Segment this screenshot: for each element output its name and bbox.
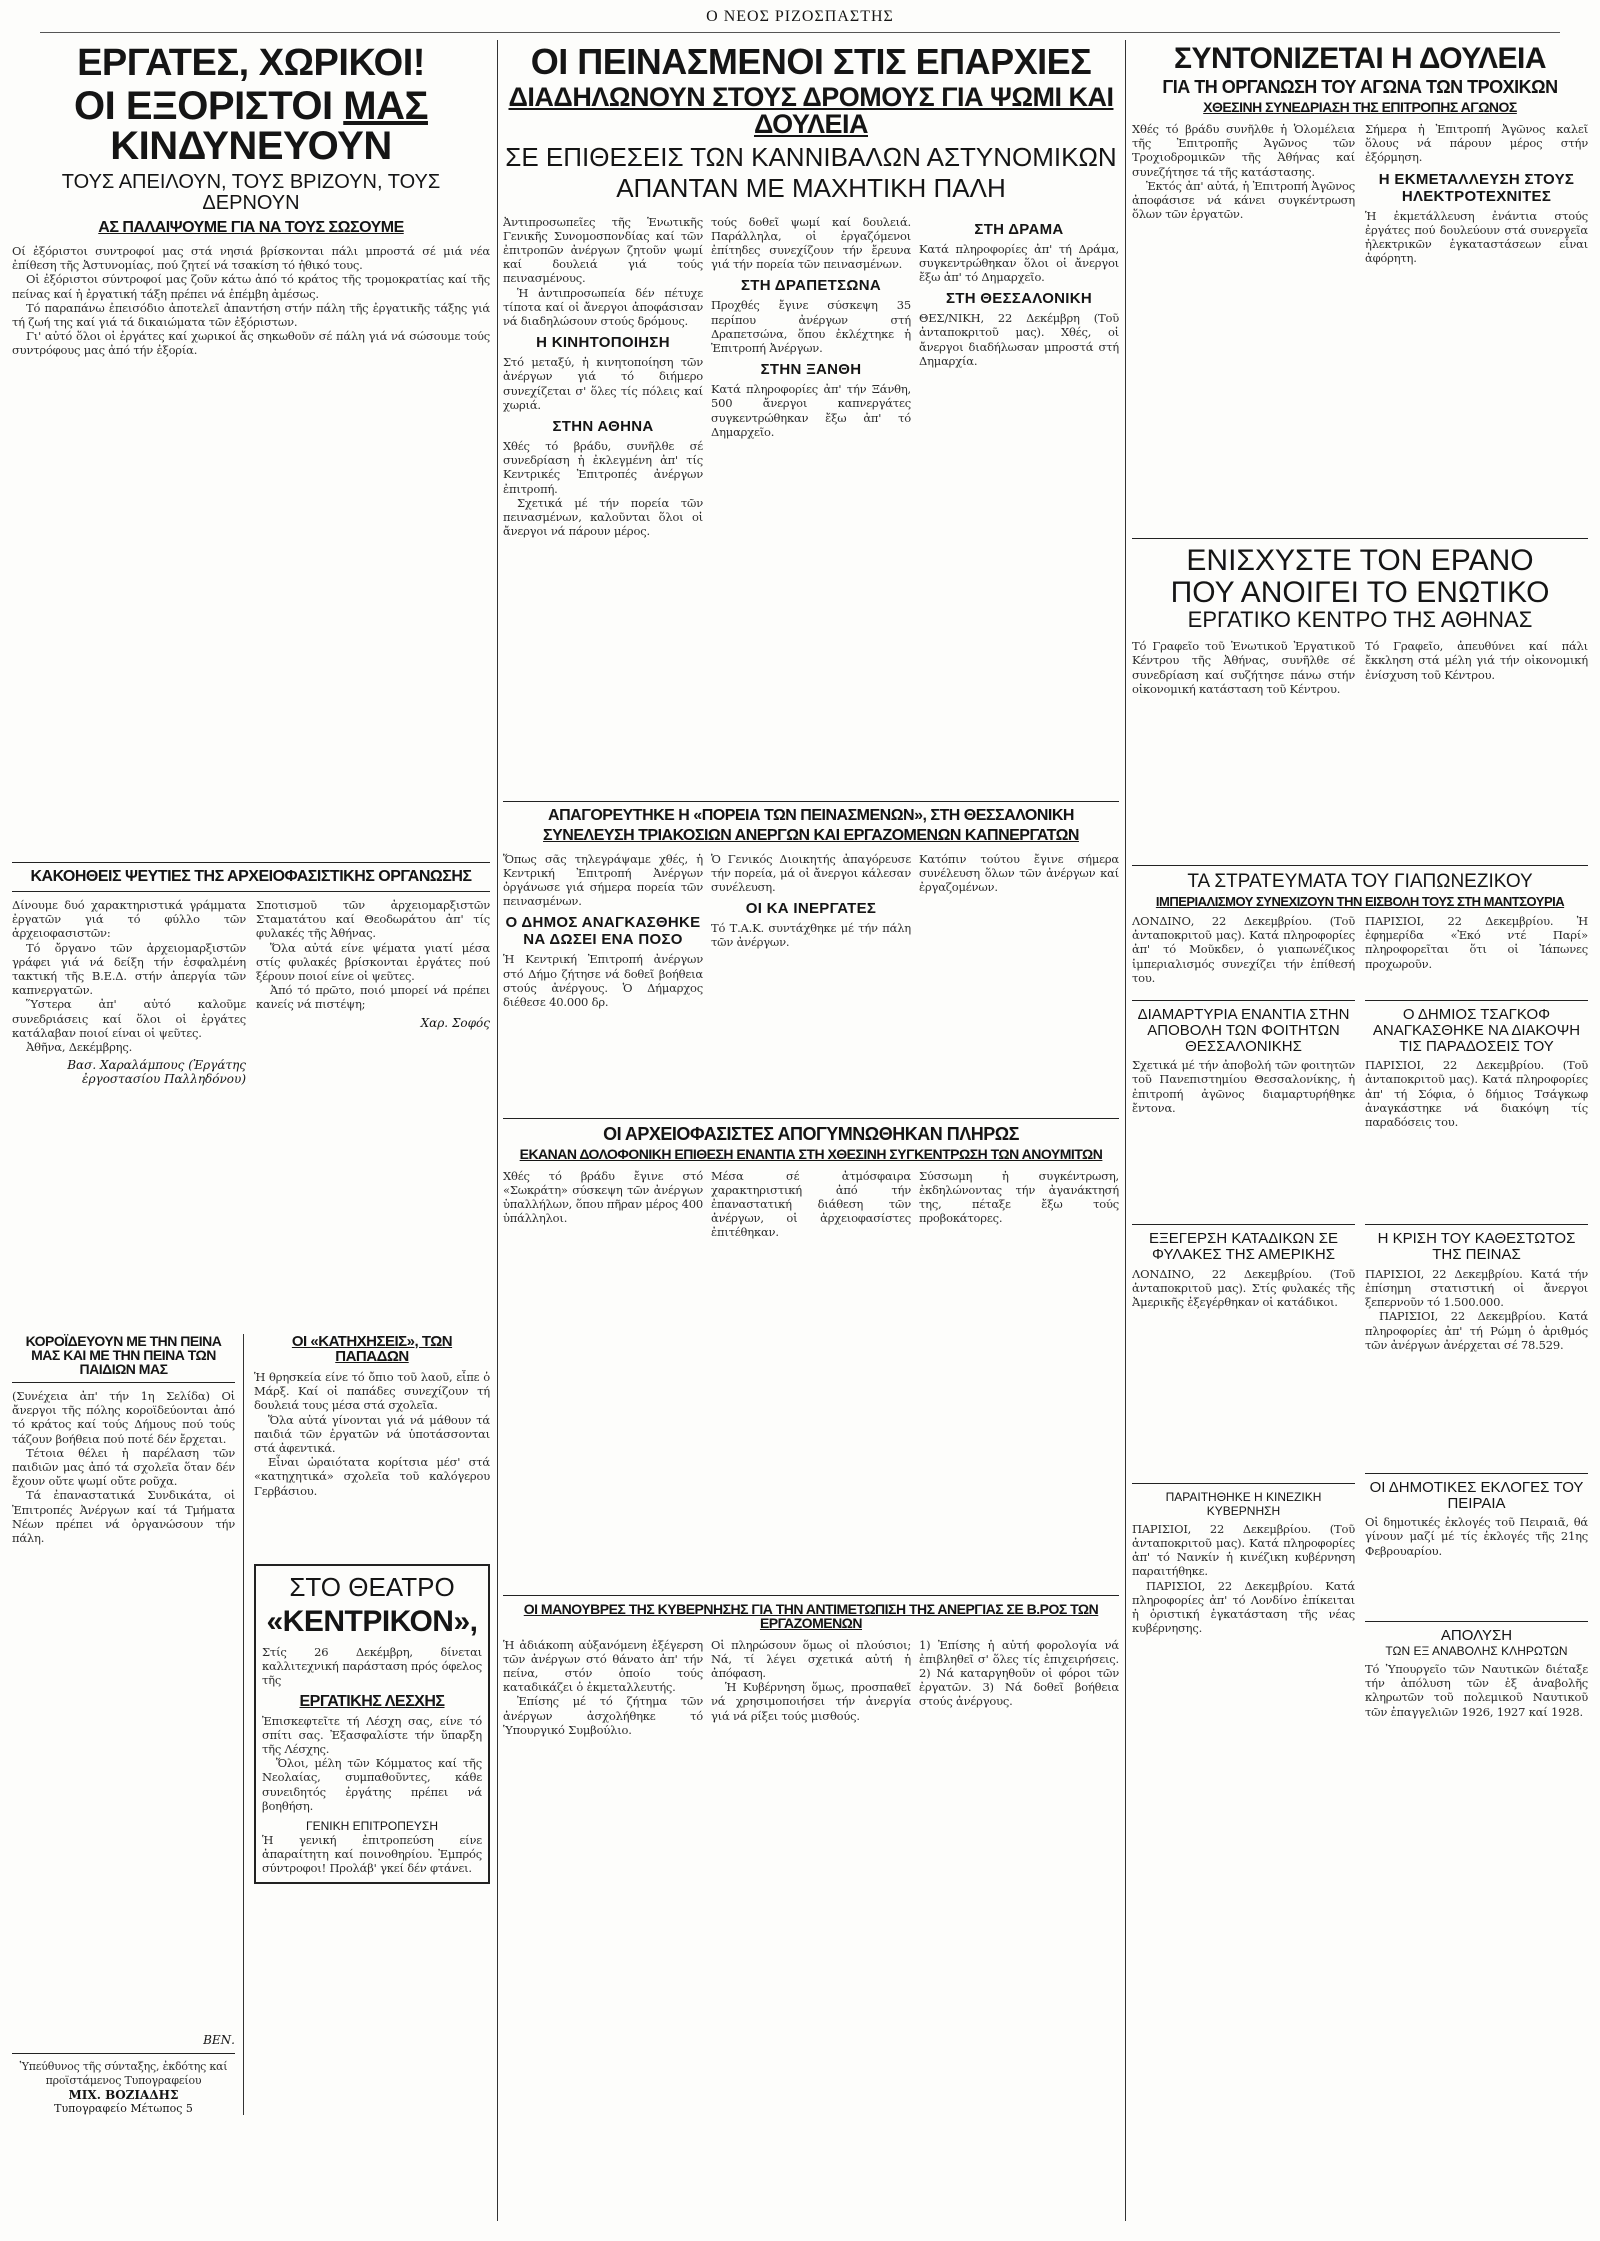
article-japan [1132, 914, 1588, 1842]
article-hungry [503, 215, 1119, 795]
section-drapetsona: ΣΤΗ ΔΡΑΠΕΤΣΩΝΑ [740, 277, 881, 295]
article-paragraph: τούς δοθεῖ ψωμί καί δουλειά. Παράλληλα, οἱ ἐργαζόμενοι ἐπίτηδες συνεχίζουν τήν ἔρευνα γιά τήν πορεία τῶν πεινασμένων. [711, 214, 911, 272]
section-mobilization: Η ΚΙΝΗΤΟΠΟΙΗΣΗ [536, 334, 670, 352]
divider [1132, 1224, 1355, 1225]
column-rule-2 [1125, 40, 1126, 2221]
maneuvers-col-c [919, 1638, 1119, 2118]
article-paragraph: ΠΑΡΙΣΙΟΙ, 22 Δεκεμβρίου. Κατά πληροφορίες ἀπ' τό Λονδίνο ἐπίκειται ἡ ὁριστική ἐγκατάσταση τῆς νέας κυβέρνησης. [1132, 1578, 1355, 1636]
section-drama: ΣΤΗ ΔΡΑΜΑ [974, 220, 1064, 238]
article-paragraph: Ἡ ἀδιάκοπη αὐξανόμενη ἐξέγερση τῶν ἀνέργων στό θάνατο ἀπ' τήν πείνα, στόν ὁποίο τούς καταδικάζει ὁ ἐκμεταλλευτής. [503, 1637, 703, 1695]
crisis-body [1365, 1267, 1588, 1467]
article-paragraph: Ἡ Κεντρική Ἐπιτροπή ἀνέργων στό Δήμο ζήτησε νά δοθεῖ βοήθεια στούς ἀνέργους. Ὁ Δήμαρχος διέθεσε 40.000 δρ. [503, 952, 703, 1010]
article-paragraph: Χθές τό βράδυ, συνῆλθε σέ συνεδρίαση ἡ ἐκλεγμένη ἀπ' τίς Κεντρικές Ἐπιτροπές ἀνέργων ἐπιτροπή. [503, 439, 703, 496]
article-paragraph: Ἡ θρησκεία είνε τό ὄπιο τοῦ λαοῦ, εἶπε ὁ Μάρξ. Καί οἱ παπάδες συνεχίζουν τή δουλειά τους μέσα στά σχολεῖα. [254, 1370, 490, 1413]
article-lies-col-b [256, 898, 490, 1328]
column-left [12, 36, 490, 2115]
article-mockery [12, 1334, 244, 2115]
article-paragraph: Δίνουμε δυό χαρακτηριστικά γράμματα ἐργατῶν γιά τό φύλλο τῶν ἀρχειοφασιστῶν: [12, 898, 246, 941]
theatre-name: «ΚΕΝΤΡΙΚΟΝ», [266, 1605, 478, 1638]
divider [1132, 1000, 1355, 1001]
japan-col-b [1365, 914, 1588, 1842]
article-paragraph: ΠΑΡΙΣΙΟΙ, 22 Δεκεμβρίου. Κατά τήν ἐπίσημη στατιστική οἱ ἄνεργοι ξεπερνοῦν τό 1.500.000. [1365, 1266, 1588, 1310]
divider [12, 2053, 235, 2054]
article-paragraph: Ἀπό τό πρῶτο, ποιό μπορεί νά πρέπει κανείς νά πιστέψη; [256, 983, 490, 1012]
column-right [1132, 36, 1588, 1842]
article-paragraph: Ὅλοι, μέλη τῶν Κόμματος καί τῆς Νεολαίας, συμπαθοῦντες, κάθε συνειδητός ἐργάτης πρέπει νά βοηθήση. [262, 1756, 482, 1813]
march-col-b [711, 852, 911, 1112]
divider [1365, 1473, 1588, 1474]
elections-body [1365, 1515, 1588, 1615]
sermons-body [254, 1370, 490, 1556]
article-paragraph: Ὕστερα ἀπ' αὐτό καλοῦμε συνεδριάσεις καί ὅλοι οἱ ἐργάτες κατάλαβαν ποιοί είναι οἱ ψεῦτες. [12, 997, 246, 1040]
headline-fund: ΕΝΙΣΧΥΣΤΕ ΤΟΝ ΕΡΑΝΟ [1186, 544, 1534, 577]
headline-workers: ΕΡΓΑΤΕΣ, ΧΩΡΙΚΟΙ! [77, 42, 425, 84]
article-paragraph: Στό μεταξύ, ἡ κινητοποίηση τῶν ἀνέργων γιά τό διήμερο συνεχίζεται σ' ὅλες τίς πόλεις καί χωριά. [503, 355, 703, 412]
column-middle [503, 36, 1119, 2118]
headline-elections: ΟΙ ΔΗΜΟΤΙΚΕΣ ΕΚΛΟΓΕΣ ΤΟΥ ΠΕΙΡΑΙΑ [1369, 1478, 1584, 1512]
imprint-press: Τυπογραφείο Μέτωπος 5 [54, 2102, 193, 2116]
headline-save: ΑΣ ΠΑΛΑΙΨΟΥΜΕ ΓΙΑ ΝΑ ΤΟΥΣ ΣΩΣΟΥΜΕ [98, 219, 404, 236]
maneuvers-col-a [503, 1638, 703, 2118]
article-paragraph: Τό ὄργανο τῶν ἀρχειομαρξιστῶν γράφει γιά νά δείξη τήν ἐσφαλμένη τακτική τῆς Β.Ε.Δ. στήν ἀπεργία τῶν καπνεργατῶν. [12, 940, 246, 998]
theatre-text: Στίς 26 Δεκέμβρη, δίνεται καλλιτεχνική παράσταση πρός όφελος τῆς [262, 1645, 482, 1688]
signature: Βασ. Χαραλάμπους (Ἐργάτης ἐργοστασίου Παλληδόνου) [67, 1058, 246, 1087]
article-maneuvers [503, 1638, 1119, 2118]
headline-japan-sub: ΙΜΠΕΡΙΑΛΙΣΜΟΥ ΣΥΝΕΧΙΖΟΥΝ ΤΗΝ ΕΙΣΒΟΛΗ ΤΟΥΣ ΣΤΗ ΜΑΝΤΣΟΥΡΙΑ [1155, 894, 1565, 910]
article-paragraph: Ἡ ἐκμετάλλευση ἐνάντια στούς ἐργάτες πού δουλεύουν στά συνεργεῖα ἠλεκτρικῶν ἐγκαταστάσεων εἶναι ἀφόρητη. [1365, 208, 1588, 266]
headline-sermons: ΟΙ «ΚΑΤΗΧΗΣΕΙΣ», ΤΩΝ ΠΑΠΑΔΩΝ [291, 1333, 453, 1365]
archeo-col-b [711, 1169, 911, 1589]
article-paragraph: Τό παραπάνω ἐπεισόδιο ἀποτελεῖ ἀπαντήση στήν πάλη τῆς ἐργατικῆς τάξης γιά τή ζωή της καί γιά τά δικαιώματα τῶν ἐξόριστων. [12, 300, 490, 330]
column-rule-1 [497, 40, 498, 2221]
article-paragraph: Ἐκτός ἀπ' αὐτά, ἡ Ἐπιτροπή Ἀγῶνος ἀποφάσισε νά κάνει συγκέντρωση ὅλων τῶν ἐργατῶν. [1132, 178, 1355, 222]
divider [1132, 1483, 1355, 1484]
article-march [503, 852, 1119, 1112]
masthead-title: Ο ΝΕΟΣ ΡΙΖΟΣΠΑΣΤΗΣ [706, 8, 894, 25]
signature: Χαρ. Σοφός [420, 1015, 490, 1030]
article-paragraph: Οί ἐξόριστοι συντροφοί μας στά νησιά βρίσκονται πάλι μπροστά σέ μιά νέα ἐπίθεση τῆς Ἀστυνομίας, πού ζητεί νά τσακίση τό ἠθικό τους. [12, 244, 490, 273]
section-thessaloniki: ΣΤΗ ΘΕΣΣΑΛΟΝΙΚΗ [945, 290, 1093, 308]
commission-text: Ἡ γενική ἐπιτροπεύση είνε ἀπαραίτητη καί ποινοθηρίου. Ἐμπρός σύντροφοι! Προλάβ' γκεί δέν φτάνει. [262, 1833, 482, 1876]
headline-maneuvers: ΟΙ ΜΑΝΟΥΒΡΕΣ ΤΗΣ ΚΥΒΕΡΝΗΣΗΣ ΓΙΑ ΤΗΝ ΑΝΤΙΜΕΤΩΠΙΣΗ ΤΗΣ ΑΝΕΡΓΙΑΣ ΣΕ Β.ΡΟΣ ΤΩΝ ΕΡΓΑΖΟΜΕΝΩΝ [523, 1600, 1099, 1631]
headline-tsankov: Ο ΔΗΜΙΟΣ ΤΣΑΓΚΟΦ ΑΝΑΓΚΑΣΘΗΚΕ ΝΑ ΔΙΑΚΟΨΗ ΤΙΣ ΠΑΡΑΔΟΣΕΙΣ ΤΟΥ [1372, 1006, 1581, 1055]
divider [1365, 1224, 1588, 1225]
commission-label: ΓΕΝΙΚΗ ΕΠΙΤΡΟΠΕΥΣΗ [305, 1819, 439, 1834]
article-paragraph: ΠΑΡΙΣΙΟΙ, 22 Δεκεμβρίου. (Τοῦ ἀνταποκριτοῦ μας). Κατά πληροφορίες ἀπ' τή Σόφια, ὁ δήμιος Τσάγκωφ ἀναγκάστηκε νά διακόψη τίς παραδόσεις του. [1365, 1058, 1588, 1130]
headline-lies: ΚΑΚΟΗΘΕΙΣ ΨΕΥΤΙΕΣ ΤΗΣ ΑΡΧΕΙΟΦΑΣΙΣΤΙΚΗΣ ΟΡΓΑΝΩΣΗΣ [30, 868, 472, 885]
divider [12, 891, 490, 892]
headline-release: ΑΠΟΛΥΣΗ [1440, 1627, 1513, 1645]
headline-exiles [12, 86, 490, 166]
imprint-editor: ΜΙΧ. ΒΟΖΙΑΔΗΣ [68, 2088, 179, 2103]
article-paragraph: Ὅπως σᾶς τηλεγράψαμε χθές, ἡ Κεντρική Ἐπιτροπή Ἀνέργων ὀργάνωσε γιά σήμερα πορεία τῶν πεινασμένων. [503, 851, 703, 909]
article-archeo [503, 1169, 1119, 1589]
article-mockery-body [12, 1389, 235, 2029]
hungry-col-a [503, 215, 703, 795]
headline-japan: ΤΑ ΣΤΡΑΤΕΥΜΑΤΑ ΤΟΥ ΓΙΑΠΩΝΕΖΙΚΟΥ [1187, 871, 1533, 893]
divider [12, 862, 490, 863]
article-paragraph: Σχετικά μέ τήν ἀποβολή τῶν φοιτητῶν τοῦ Πανεπιστημίου Θεσσαλονίκης, ἡ ἐπιτροπή ἀγῶνος διαμαρτυρήθηκε ἔντονα. [1132, 1058, 1355, 1115]
hungry-col-c [919, 215, 1119, 795]
headline-mockery: ΚΟΡΟΪΔΕΥΟΥΝ ΜΕ ΤΗΝ ΠΕΙΝΑ ΜΑΣ ΚΑΙ ΜΕ ΤΗΝ ΠΕΙΝΑ ΤΩΝ ΠΑΙΔΙΩΝ ΜΑΣ [25, 1333, 222, 1377]
march-col-a [503, 852, 703, 1112]
lower-split [12, 1334, 490, 2115]
divider [503, 1595, 1119, 1596]
headline-archeo: ΟΙ ΑΡΧΕΙΟΦΑΣΙΣΤΕΣ ΑΠΟΓΥΜΝΩΘΗΚΑΝ ΠΛΗΡΩΣ [603, 1123, 1019, 1144]
uprising-body [1132, 1267, 1355, 1477]
headline-threats: ΤΟΥΣ ΑΠΕΙΛΟΥΝ, ΤΟΥΣ ΒΡΙΖΟΥΝ, ΤΟΥΣ ΔΕΡΝΟΥΝ [61, 171, 441, 214]
section-xanthi: ΣΤΗΝ ΞΑΝΘΗ [760, 361, 862, 379]
article-paragraph: Ἡ Κυβέρνηση ὅμως, προσπαθεῖ νά χρησιμοποιήσει τήν ἀνεργία γιά νά ρίξει τούς μισθούς. [711, 1680, 911, 1723]
fund-col-b [1365, 639, 1588, 859]
fund-col-a [1132, 639, 1355, 859]
headline-struggle: ΑΠΑΝΤΑΝ ΜΕ ΜΑΧΗΤΙΚΗ ΠΑΛΗ [616, 173, 1006, 204]
archeo-col-c [919, 1169, 1119, 1589]
coordination-col-a [1132, 122, 1355, 532]
article-paragraph: Γι' αὐτό ὅλοι οἱ ἐργάτες καί χωρικοί ἄς σηκωθοῦν σέ πάλη γιά νά σώσουμε τούς συντρόφους μας ἀπό τήν ἐξορία. [12, 329, 490, 358]
article-paragraph: Σήμερα ἡ Ἐπιτροπή Ἀγῶνος καλεῖ ὅλους νά πάρουν μέρος στήν ἐξόρμηση. [1365, 122, 1588, 165]
article-paragraph: Κατόπιν τούτου ἔγινε σήμερα συνέλευση ὅλων τῶν ἀνέργων καί ἐργαζομένων. [919, 851, 1119, 894]
japan-col-a [1132, 914, 1355, 1842]
headline-coordination: ΣΥΝΤΟΝΙΖΕΤΑΙ Η ΔΟΥΛΕΙΑ [1173, 42, 1546, 75]
article-paragraph: (Συνέχεια ἀπ' τήν 1η Σελίδα) Οἱ ἄνεργοι τῆς πόλης κοροϊδεύονται ἀπό τό κράτος καί τούς Δήμους πού τούς τάζουν βοήθεια πού ποτέ δέν ἔρχεται. [12, 1389, 235, 1446]
article-paragraph: Κατά πληροφορίες ἀπ' τή Δράμα, συγκεντρώθηκαν ὅλοι οἱ ἄνεργοι ἔξω ἀπ' τό Δημαρχεῖο. [919, 241, 1119, 284]
article-paragraph: Ὅλα αὐτά γίνονται γιά νά μάθουν τά παιδιά τῶν ἐργατῶν νά ὑποτάσσονται στά ἀφεντικά. [254, 1412, 490, 1456]
article-paragraph: Τό Γραφεῖο, ἀπευθύνει καί πάλι ἔκκληση στά μέλη γιά τήν οἰκονομική ἐνίσχυση τοῦ Κέντρου. [1365, 639, 1588, 682]
theatre-label: ΣΤΟ ΘΕΑΤΡΟ [289, 1572, 455, 1602]
article-paragraph: Οἱ δημοτικές ἐκλογές τοῦ Πειραιᾶ, θά γίνουν μαζί μέ τίς ἐκλογές τῆς 21ης Φεβρουαρίου. [1365, 1515, 1588, 1558]
article-paragraph: ΠΑΡΙΣΙΟΙ, 22 Δεκεμβρίου. (Τοῦ ἀνταποκριτοῦ μας). Κατά πληροφορίες ἀπ' τό Νανκίν ἡ κινέζικη κυβέρνηση παραιτήθηκε. [1132, 1521, 1355, 1579]
masthead-rule [40, 20, 1560, 33]
headline-committee: ΧΘΕΣΙΝΗ ΣΥΝΕΔΡΙΑΣΗ ΤΗΣ ΕΠΙΤΡΟΠΗΣ ΑΓΩΝΟΣ [1203, 99, 1517, 115]
article-paragraph: Μέσα σέ ἀτμόσφαιρα χαρακτηριστική ἀπό τήν ἐπαναστατική διάθεση τῶν ἀνέργων, οἱ ἀρχειοφασίστες ἐπιτέθηκαν. [711, 1168, 911, 1240]
article-paragraph: Χθές τό βράδυ συνῆλθε ἡ Ὁλομέλεια τῆς Ἐπιτροπῆς Ἀγῶνος τῶν Τροχιοδρομικῶν τῆς Ἀθήνας καί συνεζήτησε τά τῆς κατάστασης. [1132, 122, 1355, 179]
article-paragraph: Τό Τ.Α.Κ. συντάχθηκε μέ τήν πάλη τῶν ἀνέργων. [711, 921, 911, 950]
hungry-col-b [711, 215, 911, 795]
article-paragraph: ΛΟΝΔΙΝΟ, 22 Δεκεμβρίου. (Τοῦ ἀνταποκριτοῦ μας). Κατά πληροφορίες ἀπ' τό Μοῦκδεν, ὁ γιαπωνέζικος ἰμπεριαλισμός συνεχίζει τήν ἐπίθεσή του. [1132, 914, 1355, 985]
japan-body-b [1365, 914, 1588, 994]
headline-exiles-b: ΜΑΣ [343, 84, 428, 128]
section-municipality: Ο ΔΗΜΟΣ ΑΝΑΓΚΑΣΘΗΚΕ ΝΑ ΔΩΣΕΙ ΕΝΑ ΠΟΣΟ [505, 914, 701, 949]
article-paragraph: ΘΕΣ/ΝΙΚΗ, 22 Δεκέμβρη (Τοῦ ἀνταποκριτοῦ μας). Χθές, οἱ ἄνεργοι διαδήλωσαν μπροστά στή Δημαρχία. [919, 311, 1119, 368]
article-paragraph: Ἡ ἀντιπροσωπεία δέν πέτυχε τίποτα καί οἱ ἄνεργοι ἀποφάσισαν νά διαδηλώσουν στούς δρόμους. [503, 285, 703, 329]
article-paragraph: Σύσσωμη ἡ συγκέντρωση, ἐκδηλώνοντας τήν ἀγανάκτησή της, πέταξε ἔξω τούς προβοκάτορες. [919, 1168, 1119, 1226]
protest-body [1132, 1058, 1355, 1218]
article-paragraph: Ὁ Γενικός Διοικητής ἀπαγόρευσε τήν πορεία, μά οἱ ἄνεργοι κάλεσαν συνέλευση. [711, 851, 911, 894]
imprint-line: Ὑπεύθυνος τῆς σύνταξης, ἐκδότης καί προϊστάμενος Τυπογραφείου [19, 2060, 228, 2088]
divider [503, 801, 1119, 802]
headline-attacks: ΣΕ ΕΠΙΘΕΣΕΙΣ ΤΩΝ ΚΑΝΝΙΒΑΛΩΝ ΑΣΤΥΝΟΜΙΚΩΝ [505, 142, 1117, 172]
release-body [1365, 1662, 1588, 1772]
club-label: ΕΡΓΑΤΙΚΗΣ ΛΕΣΧΗΣ [299, 1692, 445, 1710]
archeo-col-a [503, 1169, 703, 1589]
headline-fund-2: ΠΟΥ ΑΝΟΙΓΕΙ ΤΟ ΕΝΩΤΙΚΟ [1170, 575, 1550, 609]
article-paragraph: Τό Ὑπουργεῖο τῶν Ναυτικῶν διέταξε τήν ἀπόλυση τῶν ἐξ ἀναβολῆς κληρωτῶν τοῦ πολεμικοῦ Ναυτικοῦ τῶν ἐπαγγελιῶν 1926, 1927 καί 1928. [1365, 1662, 1588, 1719]
article-paragraph: ΛΟΝΔΙΝΟ, 22 Δεκεμβρίου. (Τοῦ ἀνταποκριτοῦ μας). Στίς φυλακές τῆς Ἀμερικῆς ἐξεγέρθηκαν οἱ κατάδικοι. [1132, 1266, 1355, 1310]
divider [1365, 1000, 1588, 1001]
maneuvers-col-b [711, 1638, 911, 2118]
article-paragraph: Εἶναι ὡραιότατα κορίτσια μέσ' στά «κατηχητικά» σχολεῖα τοῦ καλόγερου Γερβάσιου. [254, 1455, 490, 1498]
headline-resigned-a: ΠΑΡΑΙΤΗΘΗΚΕ Η ΚΙΝΕΖΙΚΗ ΚΥΒΕΡΝΗΣΗ [1165, 1489, 1322, 1518]
divider [1132, 865, 1588, 866]
headline-exiles-c: ΚΙΝΔΥΝΕΥΟΥΝ [110, 124, 392, 168]
article-lies-col-a [12, 898, 246, 1328]
article-paragraph: Τό Γραφεῖο τοῦ Ἑνωτικοῦ Ἐργατικοῦ Κέντρου τῆς Ἀθήνας, συνῆλθε σέ συνεδρίαση καί συζήτησε πάνω στήν οἰκονομική κατάσταση τοῦ Κέντρου. [1132, 639, 1355, 696]
headline-tram-struggle: ΓΙΑ ΤΗ ΟΡΓΑΝΩΣΗ ΤΟΥ ΑΓΩΝΑ ΤΩΝ ΤΡΟΧΙΚΩΝ [1162, 77, 1558, 97]
divider [1365, 1621, 1588, 1622]
article-paragraph: Τέτοια θέλει ἡ παρέλαση τῶν παιδιῶν μας ἀπό τά σχολεῖα ὅταν δέν ἔχουν οὔτε ψωμί οὔτε ροῦχα. [12, 1445, 235, 1489]
headline-exiles-a: ΟΙ ΕΞΟΡΙΣΤΟΙ [74, 84, 333, 128]
section-electricians: Η ΕΚΜΕΤΑΛΛΕΥΣΗ ΣΤΟΥΣ ΗΛΕΚΤΡΟΤΕΧΝΙΤΕΣ [1378, 170, 1575, 205]
headline-assembly: ΣΥΝΕΛΕΥΣΗ ΤΡΙΑΚΟΣΙΩΝ ΑΝΕΡΓΩΝ ΚΑΙ ΕΡΓΑΖΟΜΕΝΩΝ ΚΑΠΝΕΡΓΑΤΩΝ [543, 826, 1079, 844]
article-fund [1132, 639, 1588, 859]
resigned-body [1132, 1522, 1355, 1842]
headline-protest: ΔΙΑΜΑΡΤΥΡΙΑ ΕΝΑΝΤΙΑ ΣΤΗΝ ΑΠΟΒΟΛΗ ΤΩΝ ΦΟΙΤΗΤΩΝ ΘΕΣΣΑΛΟΝΙΚΗΣ [1137, 1006, 1350, 1055]
article-paragraph: Προχθές ἔγινε σύσκεψη 35 περίπου ἀνέργων στή Δραπετσώνα, ὅπου ἐκλέχτηκε ἡ Ἐπιτροπή Ἀνέργων. [711, 298, 911, 356]
article-paragraph: ΠΑΡΙΣΙΟΙ, 22 Δεκεμβρίου. Κατά πληροφορίες ἀπ' τή Ρώμη ὁ ἀριθμός τῶν ἀνέργων ἀνέρχεται σέ 78.529. [1365, 1309, 1588, 1352]
article-exiles [12, 244, 490, 856]
article-sermons [254, 1334, 490, 2115]
divider [12, 1382, 235, 1383]
coordination-col-b [1365, 122, 1588, 532]
theatre-announcement [254, 1564, 490, 1884]
article-paragraph: Ἐπίσης μέ τό ζήτημα τῶν ἀνέργων ἀσχολήθηκε τό Ὑπουργικό Συμβούλιο. [503, 1694, 703, 1737]
divider [503, 1118, 1119, 1119]
divider [1132, 538, 1588, 539]
section-workers: ΟΙ ΚΑ ΙΝΕΡΓΑΤΕΣ [745, 900, 877, 918]
headline-crisis: Η ΚΡΙΣΗ ΤΟΥ ΚΑΘΕΣΤΩΤΟΣ ΤΗΣ ΠΕΙΝΑΣ [1377, 1230, 1576, 1264]
tsankov-body [1365, 1058, 1588, 1218]
section-athens: ΣΤΗΝ ΑΘΗΝΑ [552, 418, 654, 436]
signature: ΒΕΝ. [203, 2033, 235, 2047]
article-paragraph: Ὅλα αὐτά είνε ψέματα γιατί μέσα στίς φυλακές βρίσκονται ἐργάτες πού ξέρουν ποιοί είνε οἱ ψεῦτες. [256, 940, 490, 984]
article-paragraph: Χθές τό βράδυ ἔγινε στό «Σωκράτη» σύσκεψη τῶν ἀνέργων ὑπαλλήλων, ὅπου πῆραν μέρος 400 ὑπάλληλοι. [503, 1168, 703, 1226]
japan-body [1132, 914, 1355, 994]
headline-fund-3: ΕΡΓΑΤΙΚΟ ΚΕΝΤΡΟ ΤΗΣ ΑΘΗΝΑΣ [1187, 607, 1533, 632]
article-paragraph: Σποτισμοῦ τῶν ἀρχειομαρξιστῶν Σταματάτου καί Θεοδωράτου ἀπ' τίς φυλακές τῆς Ἀθήνας. [256, 898, 490, 941]
article-paragraph: Οἱ πληρώσουν ὅμως οἱ πλούσιοι; Νά, τί λέγει σχετικά αὐτή ἡ ἀπόφαση. [711, 1637, 911, 1680]
headline-hungry: ΟΙ ΠΕΙΝΑΣΜΕΝΟΙ ΣΤΙΣ ΕΠΑΡΧΙΕΣ [530, 41, 1092, 82]
article-paragraph: Οἱ ἐξόριστοι σύντροφοί μας ζοῦν κάτω ἀπό τό κράτος τῆς τρομοκρατίας καί τῆς πείνας καί ἡ ἐργατική τάξη πρέπει νά ἐπέμβη ἀμέσως. [12, 272, 490, 301]
headline-uprising: ΕΞΕΓΕΡΣΗ ΚΑΤΑΔΙΚΩΝ ΣΕ ΦΥΛΑΚΕΣ ΤΗΣ ΑΜΕΡΙΚΗΣ [1149, 1230, 1338, 1264]
article-paragraph: Σχετικά μέ τήν πορεία τῶν πεινασμένων, καλοῦνται ὅλοι οἱ ἄνεργοι νά πάρουν μέρος. [503, 495, 703, 539]
march-col-c [919, 852, 1119, 1112]
article-paragraph: Κατά πληροφορίες ἀπ' τήν Ξάνθη, 500 ἄνεργοι καπνεργάτες συγκεντρώθηκαν ἔξω ἀπ' τό Δημαρχεῖο. [711, 382, 911, 439]
article-coordination [1132, 122, 1588, 532]
headline-attack: ΕΚΑΝΑΝ ΔΟΛΟΦΟΝΙΚΗ ΕΠΙΘΕΣΗ ΕΝΑΝΤΙΑ ΣΤΗ ΧΘΕΣΙΝΗ ΣΥΓΚΕΝΤΡΩΣΗ ΤΩΝ ΑΝΟΥΜΙΤΩΝ [519, 1145, 1103, 1162]
article-lies [12, 898, 490, 1328]
article-paragraph: Ἀντιπροσωπεῖες τῆς Ἑνωτικῆς Γενικῆς Συνομοσπονδίας καί τῶν ἐπιτροπῶν ἀνέργων ζητοῦν ψωμί καί δουλειά γιά τούς πεινασμένους. [503, 214, 703, 286]
article-paragraph: ΠΑΡΙΣΙΟΙ, 22 Δεκεμβρίου. Ἡ ἐφημερίδα «Ἐκό ντέ Παρί» πληροφορεῖται ὅτι οἱ Ἰάπωνες προχωροῦν. [1365, 914, 1588, 971]
headline-demonstrate: ΔΙΑΔΗΛΩΝΟΥΝ ΣΤΟΥΣ ΔΡΟΜΟΥΣ ΓΙΑ ΨΩΜΙ ΚΑΙ ΔΟΥΛΕΙΑ [508, 82, 1114, 139]
headline-release-sub: ΤΩΝ ΕΞ ΑΝΑΒΟΛΗΣ ΚΛΗΡΩΤΩΝ [1385, 1644, 1568, 1659]
article-paragraph: Ἀθῆνα, Δεκέμβρης. [26, 1040, 133, 1055]
article-paragraph: 1) Ἐπίσης ἡ αὐτή φορολογία νά ἐπιβληθεῖ σ' ὅλες τίς ἐπιχειρήσεις. 2) Νά καταργηθοῦν οἱ φόροι τῶν ἐργατῶν. 3) Νά δοθεῖ βοήθεια στούς ἀνέργους. [919, 1637, 1119, 1709]
article-paragraph: Τά ἐπαναστατικά Συνδικάτα, οἱ Ἐπιτροπές Ἀνέργων καί τά Τμήματα Νέων πρέπει νά ὀργανώσουν τήν πάλη. [12, 1488, 235, 1546]
headline-march-banned: ΑΠΑΓΟΡΕΥΤΗΚΕ Η «ΠΟΡΕΙΑ ΤΩΝ ΠΕΙΝΑΣΜΕΝΩΝ», ΣΤΗ ΘΕΣΣΑΛΟΝΙΚΗ [548, 806, 1074, 824]
article-paragraph: Ἐπισκεφτεῖτε τή Λέσχη σας, είνε τό σπίτι σας. Ἐξασφαλίστε τήν ὕπαρξη τῆς Λέσχης. [262, 1713, 482, 1757]
